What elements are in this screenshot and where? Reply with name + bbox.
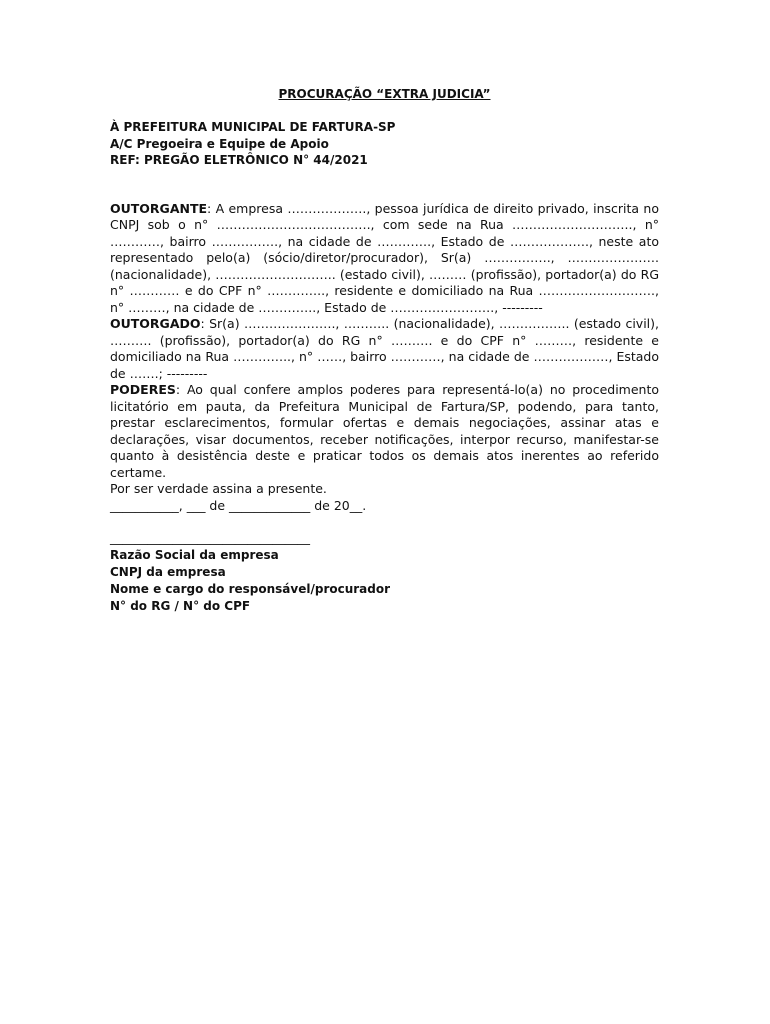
document-title: PROCURAÇÃO “EXTRA JUDICIA” [278, 87, 491, 101]
outorgado-label: OUTORGADO [110, 316, 201, 331]
addressee-line: À PREFEITURA MUNICIPAL DE FARTURA-SP [110, 120, 396, 134]
addressee-block [110, 119, 659, 169]
poderes-label: PODERES [110, 382, 176, 397]
signature-representative: Nome e cargo do responsável/procurador [110, 581, 391, 596]
outorgante-clause [110, 201, 659, 317]
signature-block [110, 530, 659, 615]
outorgado-text: : Sr(a) …………………., ……….. (nacionalidade), …………….. (estado civil), ………. (profissão), portador(a) do RG n° ………. e do CPF n° ………, residente e domiciliado na Rua ………….., n° ……, bairro …………, na cidade de ………………, Estado de …….; --------- [110, 316, 659, 381]
attention-line: A/C Pregoeira e Equipe de Apoio [110, 136, 329, 151]
document-page [110, 86, 659, 615]
poderes-text: : Ao qual confere amplos poderes para representá-lo(a) no procedimento licitatório em pauta, da Prefeitura Municipal de Fartura/SP, podendo, para tanto, prestar esclarecimentos, formular ofertas e demais negociações, assinar atas e declarações, visar documentos, receber notificações, interpor recurso, manifestar-se quanto à desistência deste e praticar todos os demais atos inerentes ao referido certame. [110, 382, 659, 480]
closing-statement: Por ser verdade assina a presente. [110, 481, 327, 496]
outorgante-text: : A empresa ………………., pessoa jurídica de direito privado, inscrita no CNPJ sob o n° ………………………………., com sede na Rua ……………………….., n° …………, bairro ……………., na cidade de …………., Estado de ………………., neste ato representado pelo(a) (sócio/diretor/procurador), Sr(a) ……………., …………………. (nacionalidade), ……………………….. (estado civil), ……… (profissão), portador(a) do RG n° ………… e do CPF n° ………….., residente e domiciliado na Rua ………………………., n° ………, na cidade de ………….., Estado de ……………………., --------- [110, 200, 659, 315]
reference-line: REF: PREGÃO ELETRÔNICO N° 44/2021 [110, 153, 368, 167]
outorgado-clause [110, 316, 659, 382]
poderes-clause [110, 382, 659, 481]
outorgante-label: OUTORGANTE [110, 200, 208, 216]
date-place-line: ___________, ___ de _____________ de 20__. [110, 497, 367, 513]
signature-cnpj: CNPJ da empresa [110, 564, 226, 579]
signature-company-name: Razão Social da empresa [110, 547, 279, 562]
signature-documents: N° do RG / N° do CPF [110, 598, 251, 613]
signature-line: ________________________________ [110, 530, 310, 545]
closing-block [110, 481, 659, 514]
